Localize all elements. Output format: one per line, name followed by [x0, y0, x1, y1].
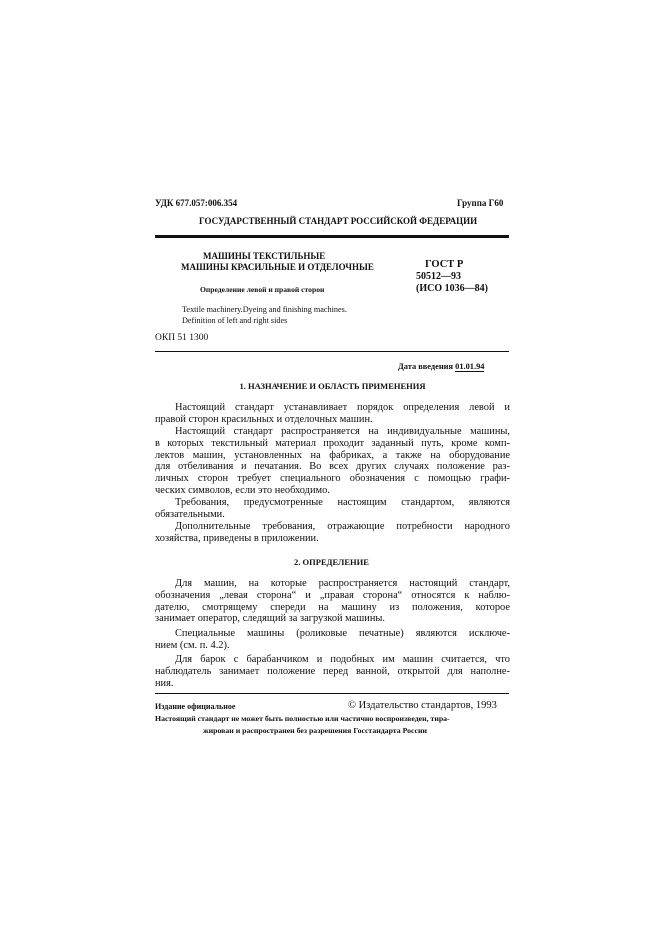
iso-number: (ИСО 1036—84): [416, 283, 488, 294]
title-line-2: МАШИНЫ КРАСИЛЬНЫЕ И ОТДЕЛОЧНЫЕ: [181, 262, 374, 272]
text-line: Настоящий стандарт устанавливает порядок определения левой и: [175, 402, 510, 413]
text-line: ния.: [155, 677, 174, 689]
text-line: для отбеливания и печатания. Во всех других случаях положение раз-: [155, 461, 510, 473]
group-code: Группа Г60: [457, 198, 504, 208]
text-line: занимает оператор, следящий за загрузкой машины.: [155, 613, 385, 625]
gost-number: 50512—93: [416, 271, 461, 282]
section-1-paragraph-3: [155, 497, 510, 521]
text-line: Для барок с барабанчиком и подобных им машин считается, что: [175, 654, 510, 665]
text-line: обязательными.: [155, 508, 225, 520]
section-1-paragraph-4: [155, 521, 510, 545]
text-line: нием (см. п. 4.2).: [155, 639, 230, 651]
section-1-paragraph-2: [155, 426, 510, 497]
text-line: правой сторон красильных и отделочных машин.: [155, 413, 373, 425]
section-1-heading: 1. НАЗНАЧЕНИЕ И ОБЛАСТЬ ПРИМЕНЕНИЯ: [239, 381, 426, 391]
section-2-heading: 2. ОПРЕДЕЛЕНИЕ: [294, 557, 369, 567]
title-english-2: Definition of left and right sides: [182, 316, 288, 325]
intro-date-label: Дата введения: [398, 362, 454, 371]
reproduction-notice-2: жирован и распространен без разрешения Госстандарта России: [203, 726, 427, 735]
text-line: дателю, смотрящему спереди на машину из положения, которое: [155, 601, 510, 613]
text-line: Требования, предусмотренные настоящим стандартом, являются: [175, 497, 510, 508]
section-2-paragraph-3: [155, 654, 510, 689]
text-line: в которых текстильный материал проходит заданный путь, кроме комп-: [155, 437, 510, 449]
title-rule: [155, 351, 509, 352]
text-line: Для машин, на которые распространяется настоящий стандарт,: [175, 578, 510, 589]
title-line-1: МАШИНЫ ТЕКСТИЛЬНЫЕ: [203, 251, 326, 261]
title-subtitle: Определение левой и правой сторон: [200, 285, 325, 294]
text-line: Специальные машины (роликовые печатные) являются исключе-: [175, 628, 510, 639]
udk-code: УДК 677.057:006.354: [155, 198, 238, 208]
section-2-paragraph-1: [155, 578, 510, 625]
reproduction-notice-1: Настоящий стандарт не может быть полностью или частично воспроизведен, тира-: [155, 714, 450, 723]
gost-label: ГОСТ Р: [425, 259, 464, 270]
text-line: личных сторон требует специального обозначения с помощью графи-: [155, 473, 510, 485]
text-line: лектов машин, установленных на фабриках, а также на оборудование: [155, 449, 510, 461]
official-edition: Издание официальное: [155, 702, 236, 711]
intro-date: [398, 362, 484, 371]
text-line: Настоящий стандарт распространяется на индивидуальные машины,: [175, 426, 510, 437]
text-line: обозначения „левая сторона“ и „правая сторона“ относятся к наблю-: [155, 589, 510, 601]
text-line: Дополнительные требования, отражающие потребности народного: [175, 521, 510, 532]
intro-date-value: 01.01.94: [455, 362, 485, 371]
okp-code: ОКП 51 1300: [155, 333, 209, 343]
text-line: ческих символов, если это необходимо.: [155, 484, 330, 496]
section-1-paragraph-1: [155, 402, 510, 426]
organization-title: ГОСУДАРСТВЕННЫЙ СТАНДАРТ РОССИЙСКОЙ ФЕДЕРАЦИИ: [199, 216, 478, 226]
title-english-1: Textile machinery.Dyeing and finishing machines.: [182, 305, 347, 314]
header-rule: [155, 235, 509, 238]
footer-rule: [155, 693, 509, 694]
copyright: © Издательство стандартов, 1993: [348, 700, 497, 711]
section-2-paragraph-2: [155, 628, 510, 652]
text-line: хозяйства, приведены в приложении.: [155, 532, 319, 544]
text-line: наблюдатель занимает положение перед ванной, открытой для наполне-: [155, 665, 510, 677]
